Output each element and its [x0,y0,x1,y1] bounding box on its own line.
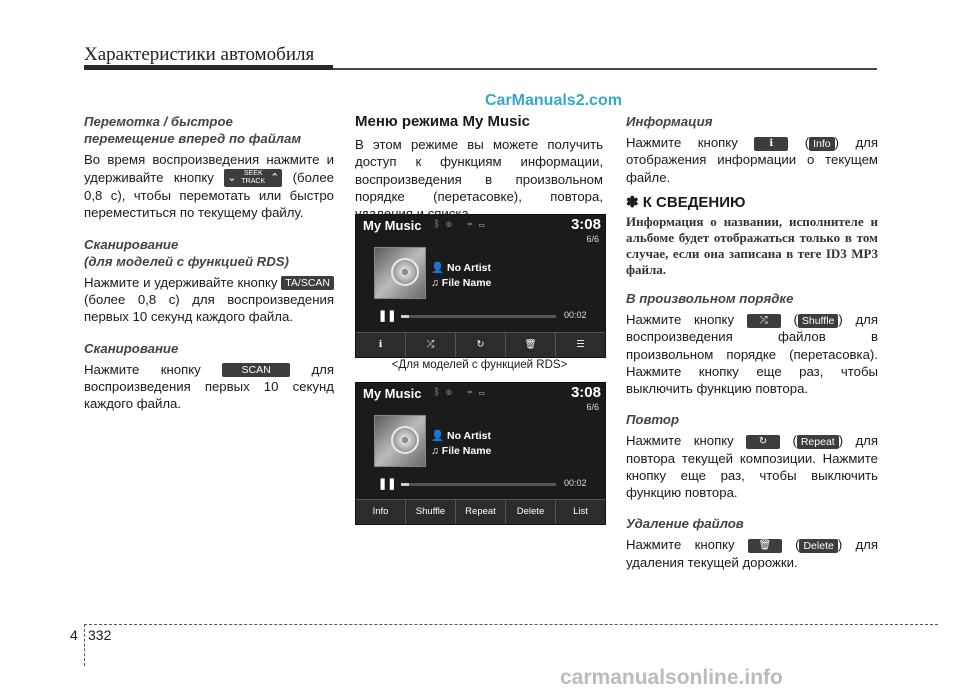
progress-bar [401,315,556,318]
column-left [84,113,334,412]
info-icon: ℹ [356,333,406,357]
softkey-shuffle: Shuffle [406,500,456,524]
subheading-seek: Перемотка / быстрое перемещение вперед по файлам [84,114,302,147]
info-icon: ℹ [754,137,788,151]
column-right [626,113,878,571]
softkey-repeat: Repeat [456,500,506,524]
paragraph-my-music: В этом режиме вы можете получить доступ к функциям информации, воспроизведения в произвольном порядке (перетасовке), повтора, [355,137,603,204]
subheading-scan-rds: Сканирование (для моделей с функцией RDS) [84,236,289,269]
paragraph-repeat: Нажмите кнопку ↻ ( Repeat ) для повтора текущей композиции. Нажмите кнопку еще раз, чтобы выключить функцию повтора. [626,433,878,501]
file-line: ♫ File Name [431,445,492,457]
paragraph-delete: Нажмите кнопку 🗑 ( Delete ) для удаления текущей дорожки. [626,537,878,570]
shuffle-icon: ⤮ [747,314,781,328]
subheading-info: Информация [626,114,713,129]
paragraph-scan-rds: Нажмите и удерживайте кнопку TA/SCAN (более 0,8 с) для воспроизведения первых 10 секунд каждого файла. [84,274,334,325]
paragraph-scan: Нажмите кнопку SCAN для воспроизведения первых 10 секунд каждого файла. [84,361,334,412]
status-icons: ᛒ◎ ⇌▭ [434,219,491,230]
repeat-icon: ↻ [456,333,506,357]
subheading-shuffle: В произвольном порядке [626,291,794,307]
chevron-up-icon: ⌃ [270,172,280,185]
info-label-button: Info [809,137,835,151]
shuffle-icon: ⤮ [406,333,456,357]
scan-button: SCAN [222,363,290,377]
heading-my-music: Меню режима My Music [355,113,530,130]
screen-caption: <Для моделей с функцией RDS> [391,359,568,371]
screen-rds: My Music ᛒ◎ ⇌▭ 3:08 6/6 👤 No Artist ♫ File Name ❚❚ 00:02 ℹ ⤮ ↻ 🗑 ☰ [355,214,606,358]
status-icons: ᛒ◎ ⇌▭ [434,387,491,398]
pause-icon: ❚❚ [378,310,397,322]
footer-rule [84,624,938,625]
repeat-label-button: Repeat [797,435,839,449]
file-line: ♫ File Name [431,277,492,289]
artist-line: 👤 No Artist [431,262,491,274]
section-title: Характеристики автомобиля [84,44,315,65]
footer-divider [84,624,85,666]
note-body: Информация о названии, исполнителе и альбоме будет отображаться только в том случае, если она записана в теге ID3 MP3 файла. [626,214,878,278]
list-icon: ☰ [576,339,585,350]
column-middle [355,113,603,222]
ta-scan-button: TA/SCAN [281,276,334,290]
delete-icon: 🗑 [506,333,556,357]
watermark-link[interactable]: CarManuals2.com [485,92,622,109]
paragraph-info: Нажмите кнопку ℹ ( Info ) для отображения информации о текущем файле. [626,135,879,185]
artist-line: 👤 No Artist [431,430,491,442]
softkey-bar [356,332,605,357]
page-number: 332 [88,627,112,643]
note-heading: ✽ К СВЕДЕНИЮ [626,193,746,211]
paragraph-shuffle: Нажмите кнопку ⤮ ( Shuffle ) для воспроизведения файлов в произвольном порядке (перетасовка). Нажмите кнопку еще раз, чтобы выключить функцию повтора. [626,312,878,397]
progress-bar [401,483,556,486]
repeat-icon: ↻ [746,435,780,449]
softkey-list: List [573,506,588,517]
album-art [374,247,426,299]
delete-label-button: Delete [799,539,837,553]
paragraph-seek: Во время воспроизведения нажмите и удерживайте кнопку ⌄ SEEK TRACK ⌃ (более 0,8 с), чтобы перемотать или быстро переместиться по текущему файлу. [84,152,335,221]
header-rule-thin [333,68,877,70]
screen-standard: My Music ᛒ◎ ⇌▭ 3:08 6/6 👤 No Artist ♫ File Name ❚❚ 00:02 Info Shuffle Repeat Delete List [355,382,606,525]
delete-icon: 🗑 [748,539,782,553]
softkey-bar [356,499,605,524]
site-watermark: carmanualsonline.info [560,666,783,689]
subheading-scan: Сканирование [84,340,179,356]
shuffle-label-button: Shuffle [798,314,839,328]
chevron-down-icon: ⌄ [227,172,237,185]
seek-track-button: ⌄ SEEK TRACK ⌃ [224,169,282,187]
subheading-repeat: Повтор [626,412,679,428]
chapter-number: 4 [70,627,78,643]
subheading-delete: Удаление файлов [626,516,744,532]
pause-icon: ❚❚ [378,478,397,490]
header-rule-thick [84,65,333,70]
softkey-delete: Delete [506,500,556,524]
softkey-info: Info [356,500,406,524]
album-art [374,415,426,467]
